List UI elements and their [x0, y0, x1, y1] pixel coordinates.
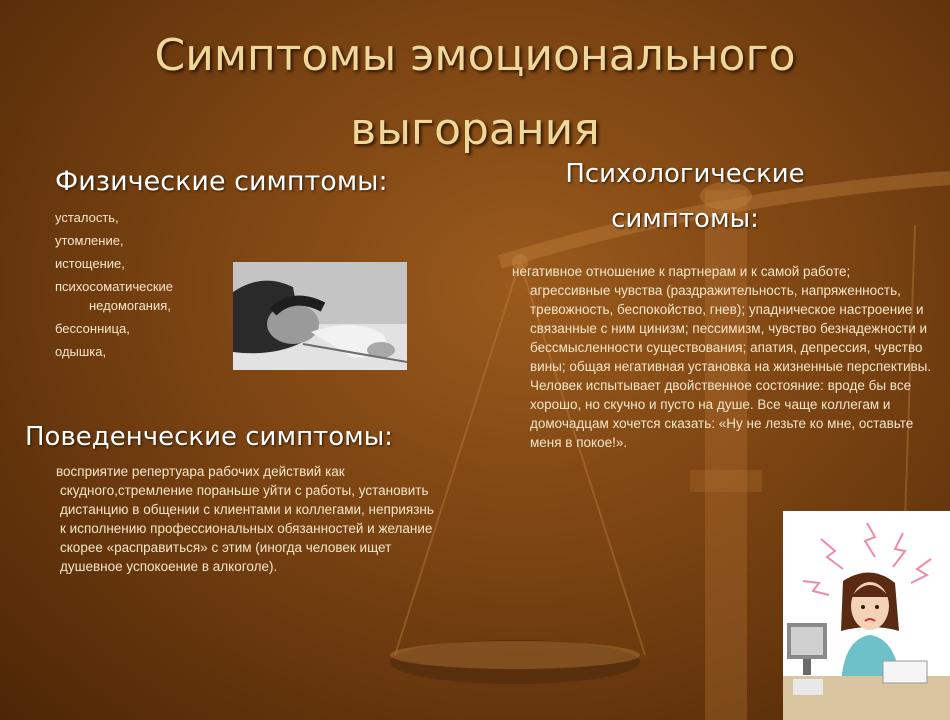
list-item: утомление, — [55, 233, 124, 248]
psychological-symptoms-text — [512, 262, 942, 452]
stressed-woman-illustration — [783, 511, 950, 720]
beh-text-body: скудного,стремление пораньше уйти с работы, установить дистанцию в общении с клиентами и коллегами, неприязнь к исполнению профессиональных обязанностей и желание скорее «расправиться» с этим (иногда человек ищет душевное успокоение в алкоголе). — [60, 483, 434, 574]
psy-heading-line-2: симптомы: — [611, 204, 759, 234]
tired-person-photo — [233, 262, 407, 370]
list-item: истощение, — [55, 256, 125, 271]
list-item-part: недомогания, — [89, 298, 171, 313]
psy-text-body: агрессивные чувства (раздражительность, напряженность, тревожность, беспокойство, гнев); упадническое настроение и связанные с ним цинизм; пессимизм, чувство безнадежности и бессмысленности существования; апатия, депрессия, чувство вины; общая негативная установка на жизненные перспективы. Человек испытывает двойственное состояние: вроде бы все хорошо, но скучно и пусто на душе. Все чаще коллегам и домочадцам хочется сказать: «Ну не лезьте ко мне, оставьте меня в покое!». — [530, 283, 932, 450]
list-item-part: психосоматические — [55, 279, 174, 294]
list-item: бессонница, — [55, 321, 130, 336]
beh-text-first-line: восприятие репертуара рабочих действий как — [56, 464, 345, 479]
title-line-2: выгорания — [350, 104, 600, 155]
behavioral-symptoms-text — [56, 462, 436, 576]
physical-symptoms-heading: Физические симптомы: — [55, 166, 388, 197]
list-item: одышка, — [55, 344, 107, 359]
list-item — [55, 275, 235, 317]
list-item: усталость, — [55, 210, 119, 225]
behavioral-symptoms-heading: Поведенческие симптомы: — [25, 422, 394, 452]
physical-symptoms-list — [55, 206, 235, 363]
slide-title — [0, 28, 950, 158]
psy-text-first-line: негативное отношение к партнерам и к самой работе; — [512, 264, 851, 279]
psy-heading-line-1: Психологические — [565, 159, 805, 189]
title-line-1: Симптомы эмоционального — [154, 30, 796, 81]
psychological-symptoms-heading — [560, 156, 810, 234]
